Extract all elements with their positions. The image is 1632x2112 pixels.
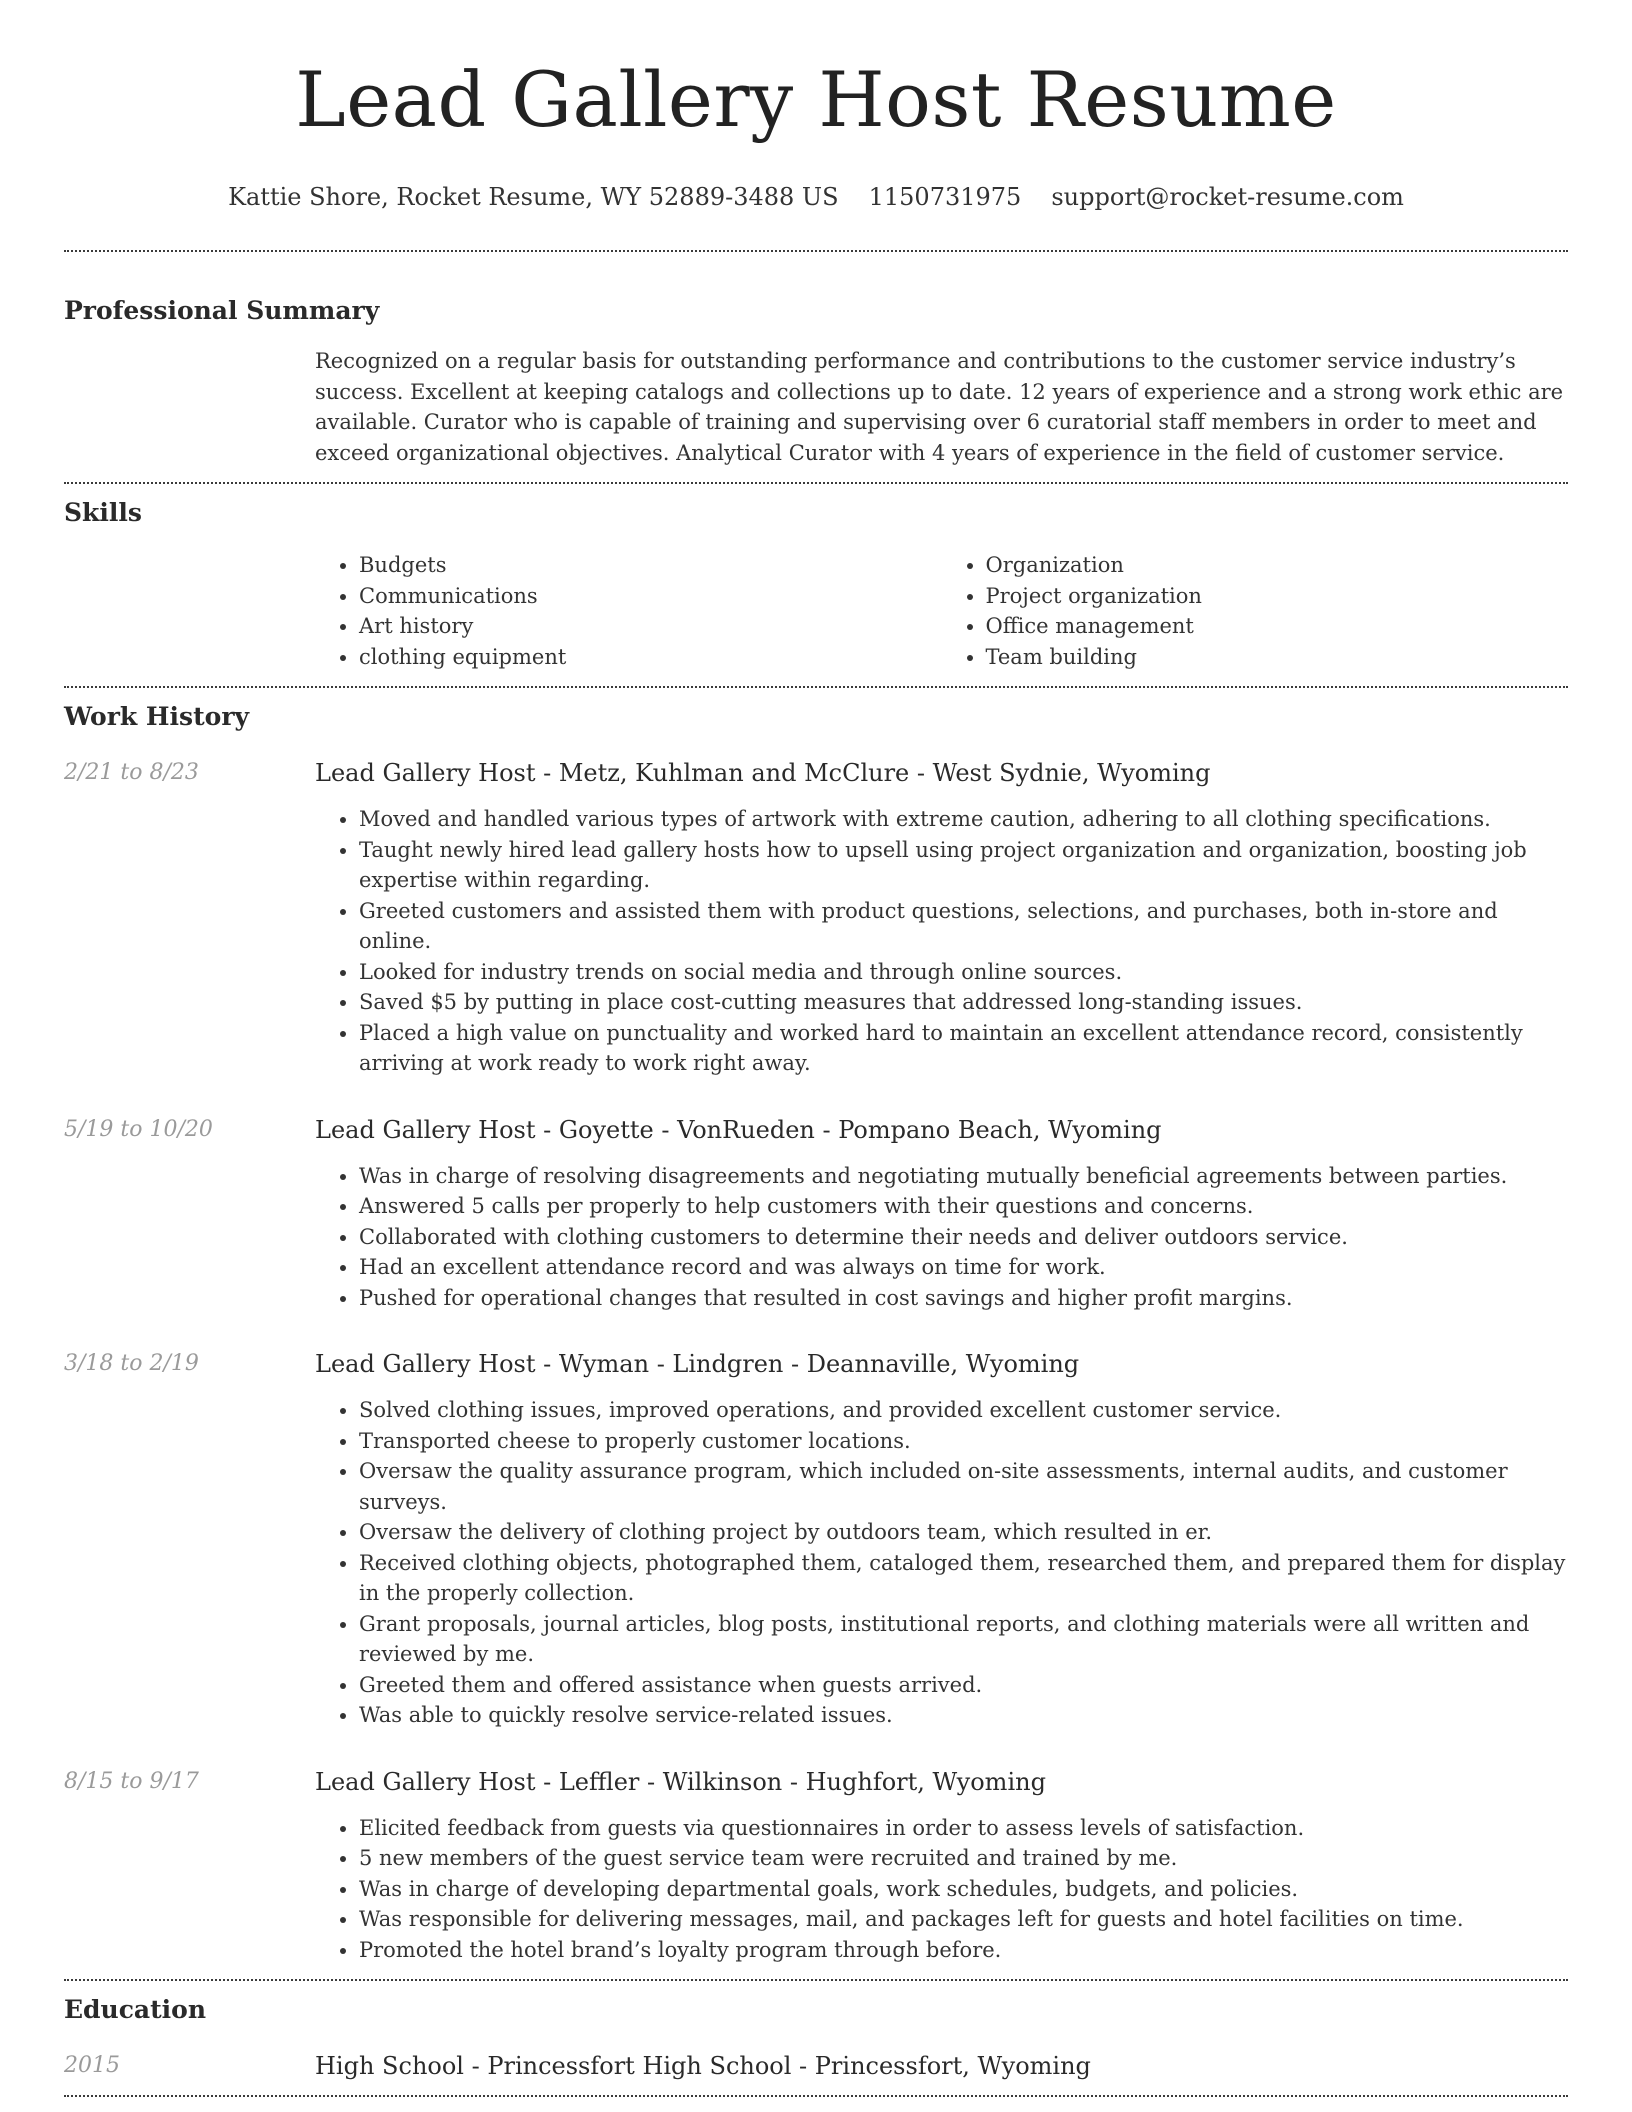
job-entry: [64, 1767, 1568, 1966]
divider: [64, 1979, 1568, 1981]
job-bullet: • Had an excellent attendance record and was always on time for work.: [359, 1252, 1568, 1283]
job-dates: 2/21 to 8/23: [64, 760, 199, 785]
education-entry: [64, 2051, 1568, 2081]
skill-item: • Office management: [986, 611, 1569, 642]
skill-item: • Communications: [359, 581, 942, 612]
education-date: 2015: [64, 2053, 120, 2078]
contact-line: [64, 182, 1568, 212]
job-dates: 3/18 to 2/19: [64, 1351, 199, 1376]
work-history-heading: Work History: [64, 702, 250, 731]
contact-address: Kattie Shore, Rocket Resume, WY 52889-3488 US: [228, 183, 839, 211]
contact-email: support@rocket-resume.com: [1051, 183, 1404, 211]
job-bullets: [315, 804, 1568, 1079]
job-entry: [64, 758, 1568, 1079]
job-bullet: • Greeted customers and assisted them with product questions, selections, and purchases, both in-store and online.: [359, 896, 1568, 957]
job-heading: Lead Gallery Host - Metz, Kuhlman and McClure - West Sydnie, Wyoming: [315, 759, 1211, 787]
job-bullets: [315, 1395, 1568, 1731]
job-bullet: • Answered 5 calls per properly to help customers with their questions and concerns.: [359, 1191, 1568, 1222]
skill-item: • Team building: [986, 642, 1569, 673]
skill-item: • Organization: [986, 550, 1569, 581]
divider: [64, 686, 1568, 688]
divider: [64, 482, 1568, 484]
job-bullet: • Transported cheese to properly customer locations.: [359, 1426, 1568, 1457]
job-bullet: • Solved clothing issues, improved operations, and provided excellent customer service.: [359, 1395, 1568, 1426]
job-bullet: • Received clothing objects, photographed them, cataloged them, researched them, and prepared them for display in the properly collection.: [359, 1548, 1568, 1609]
job-bullet: • Promoted the hotel brand’s loyalty program through before.: [359, 1935, 1568, 1966]
job-heading: Lead Gallery Host - Leffler - Wilkinson - Hughfort, Wyoming: [315, 1767, 1046, 1796]
education-heading-text: High School - Princessfort High School - Princessfort, Wyoming: [315, 2052, 1091, 2080]
job-bullet: • Taught newly hired lead gallery hosts how to upsell using project organization and organization, boosting job expertise within regarding.: [359, 835, 1568, 896]
job-bullet: • Oversaw the quality assurance program, which included on-site assessments, internal audits, and customer surveys.: [359, 1456, 1568, 1517]
divider: [64, 250, 1568, 252]
job-bullets: [315, 1161, 1568, 1314]
job-bullet: • Placed a high value on punctuality and worked hard to maintain an excellent attendance record, consistently arriving at work ready to work right away.: [359, 1018, 1568, 1079]
job-bullet: • Was able to quickly resolve service-related issues.: [359, 1700, 1568, 1731]
job-entry: [64, 1349, 1568, 1731]
job-bullet: • Greeted them and offered assistance when guests arrived.: [359, 1670, 1568, 1701]
divider: [64, 2095, 1568, 2097]
job-bullet: • Was in charge of developing departmental goals, work schedules, budgets, and policies.: [359, 1874, 1568, 1905]
job-bullet: • Collaborated with clothing customers to determine their needs and deliver outdoors service.: [359, 1222, 1568, 1253]
job-dates: 5/19 to 10/20: [64, 1116, 213, 1142]
education-heading: Education: [64, 1995, 207, 2024]
job-bullet: • Moved and handled various types of artwork with extreme caution, adhering to all clothing specifications.: [359, 804, 1568, 835]
skill-item: • clothing equipment: [359, 642, 942, 673]
job-heading: Lead Gallery Host - Wyman - Lindgren - Deannaville, Wyoming: [315, 1350, 1080, 1378]
job-bullet: • Elicited feedback from guests via questionnaires in order to assess levels of satisfaction.: [359, 1813, 1568, 1844]
job-bullet: • Oversaw the delivery of clothing project by outdoors team, which resulted in er.: [359, 1517, 1568, 1548]
job-bullet: • Looked for industry trends on social media and through online sources.: [359, 957, 1568, 988]
contact-phone: 1150731975: [868, 183, 1022, 211]
job-bullet: • Was responsible for delivering messages, mail, and packages left for guests and hotel facilities on time.: [359, 1904, 1568, 1935]
job-heading: Lead Gallery Host - Goyette - VonRueden - Pompano Beach, Wyoming: [315, 1115, 1162, 1144]
skills-column-left: [315, 550, 942, 672]
job-bullet: • Pushed for operational changes that resulted in cost savings and higher profit margins.: [359, 1283, 1568, 1314]
job-bullet: • 5 new members of the guest service team were recruited and trained by me.: [359, 1843, 1568, 1874]
summary-text: Recognized on a regular basis for outstanding performance and contributions to the customer service industry’s success. Excellent at keeping catalogs and collections up to date. 12 years of experience and a strong work ethic are available. Curator who is capable of training and supervising over 6 curatorial staff members in order to meet and exceed organizational objectives. Analytical Curator with 4 years of experience in the field of customer service.: [315, 349, 1564, 465]
resume-title: Lead Gallery Host Resume: [295, 55, 1337, 144]
job-bullets: [315, 1813, 1568, 1966]
job-entry: [64, 1115, 1568, 1314]
skill-item: • Project organization: [986, 581, 1569, 612]
job-bullet: • Grant proposals, journal articles, blog posts, institutional reports, and clothing materials were all written and reviewed by me.: [359, 1609, 1568, 1670]
summary-heading: Professional Summary: [64, 296, 380, 325]
skills-column-right: [942, 550, 1569, 672]
job-bullet: • Saved $5 by putting in place cost-cutting measures that addressed long-standing issues.: [359, 987, 1568, 1018]
skill-item: • Budgets: [359, 550, 942, 581]
skill-item: • Art history: [359, 611, 942, 642]
skills-list: [315, 550, 1568, 672]
skills-heading: Skills: [64, 498, 142, 527]
job-dates: 8/15 to 9/17: [64, 1768, 199, 1794]
job-bullet: • Was in charge of resolving disagreements and negotiating mutually beneficial agreements between parties.: [359, 1161, 1568, 1192]
